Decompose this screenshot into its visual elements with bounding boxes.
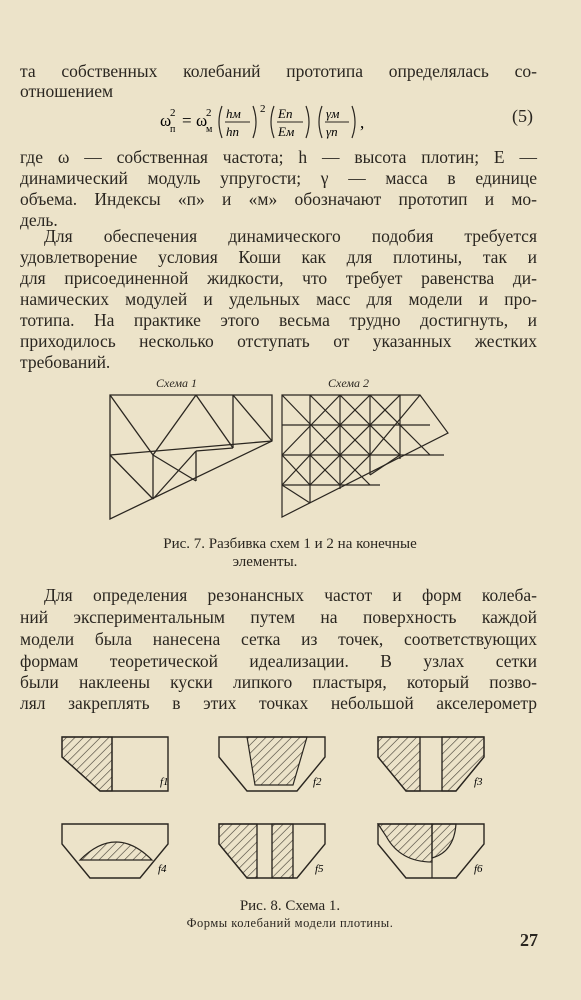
text-line: формам теоретической идеализации. В узлах сетки <box>20 651 537 671</box>
label-f5: f5 <box>315 863 324 875</box>
text-line: та собственных колебаний прототипа определялась со- <box>20 61 537 81</box>
sub-p: п <box>170 124 176 135</box>
text-line: Для обеспечения динамического подобия требуется <box>44 226 537 246</box>
label-f3: f3 <box>474 776 483 788</box>
mode-shape-f2 <box>217 735 337 797</box>
frac-Em: Eм <box>278 124 295 139</box>
text-line: лял закреплять в этих точках небольшой акселерометр <box>20 693 537 713</box>
mode-shape-f5 <box>217 822 337 884</box>
text-line: ний экспериментальным путем на поверхность каждой <box>20 607 537 627</box>
mode-shape-f6 <box>376 822 496 884</box>
mode-shape-f1 <box>60 735 180 797</box>
text-line: приходилось несколько отступать от указанных жестких <box>20 331 537 351</box>
sub-m: м <box>206 124 213 135</box>
label-f1: f1 <box>160 776 169 788</box>
svg-text:,: , <box>360 113 365 132</box>
text-line: тотипа. На практике этого весьма трудно достигнуть, и <box>20 310 537 330</box>
frac-hm: hм <box>226 106 241 121</box>
text-line: Для определения резонансных частот и форм колеба- <box>44 585 537 605</box>
mode-shape-f3 <box>376 735 496 797</box>
scheme1-label: Схема 1 <box>156 376 198 390</box>
svg-text:2: 2 <box>170 107 176 119</box>
label-f6: f6 <box>474 863 483 875</box>
text-line: удовлетворение условия Коши как для плотины, так и <box>20 247 537 267</box>
frac-gp: γп <box>326 124 338 139</box>
label-f4: f4 <box>158 863 167 875</box>
figure7-caption-line2: элементы. <box>232 554 298 570</box>
text-line: динамический модуль упругости; γ — масса в единице <box>20 168 537 188</box>
scheme2-mesh-diagram <box>280 393 452 521</box>
omega-p: ω <box>160 111 172 130</box>
frac-Ep: Eп <box>278 106 293 121</box>
text-line: для присоединенной жидкости, что требует равенства ди- <box>20 268 537 288</box>
scheme2-label: Схема 2 <box>328 376 370 390</box>
figure8-caption-line2: Формы колебаний модели плотины. <box>186 916 394 930</box>
text-line: требований. <box>20 352 111 372</box>
formula-5 <box>160 100 400 144</box>
frac-hp: hп <box>226 124 239 139</box>
scheme1-mesh-diagram <box>108 393 278 525</box>
frac-gm: γм <box>326 106 340 121</box>
mode-shape-f4 <box>60 822 180 884</box>
svg-text:2: 2 <box>206 107 212 119</box>
text-line: где ω — собственная частота; h — высота плотин; E — <box>20 147 537 167</box>
svg-text:2: 2 <box>260 103 266 115</box>
text-line: модели была нанесена сетка из точек, соответствующих <box>20 629 537 649</box>
page-number: 27 <box>520 930 538 950</box>
svg-text:=: = <box>182 111 192 130</box>
text-line: дель. <box>20 210 58 230</box>
text-line: объема. Индексы «п» и «м» обозначают прототип и мо- <box>20 189 537 209</box>
omega-m: ω <box>196 111 208 130</box>
figure8-caption-line1: Рис. 8. Схема 1. <box>239 898 341 914</box>
text-line: были наклеены куски липкого пластыря, который позво- <box>20 672 537 692</box>
text-line: намических модулей и удельных масс для модели и про- <box>20 289 537 309</box>
equation-number: (5) <box>512 106 533 126</box>
text-line: отношением <box>20 81 114 101</box>
label-f2: f2 <box>313 776 322 788</box>
figure7-caption-line1: Рис. 7. Разбивка схем 1 и 2 на конечные <box>163 536 417 552</box>
